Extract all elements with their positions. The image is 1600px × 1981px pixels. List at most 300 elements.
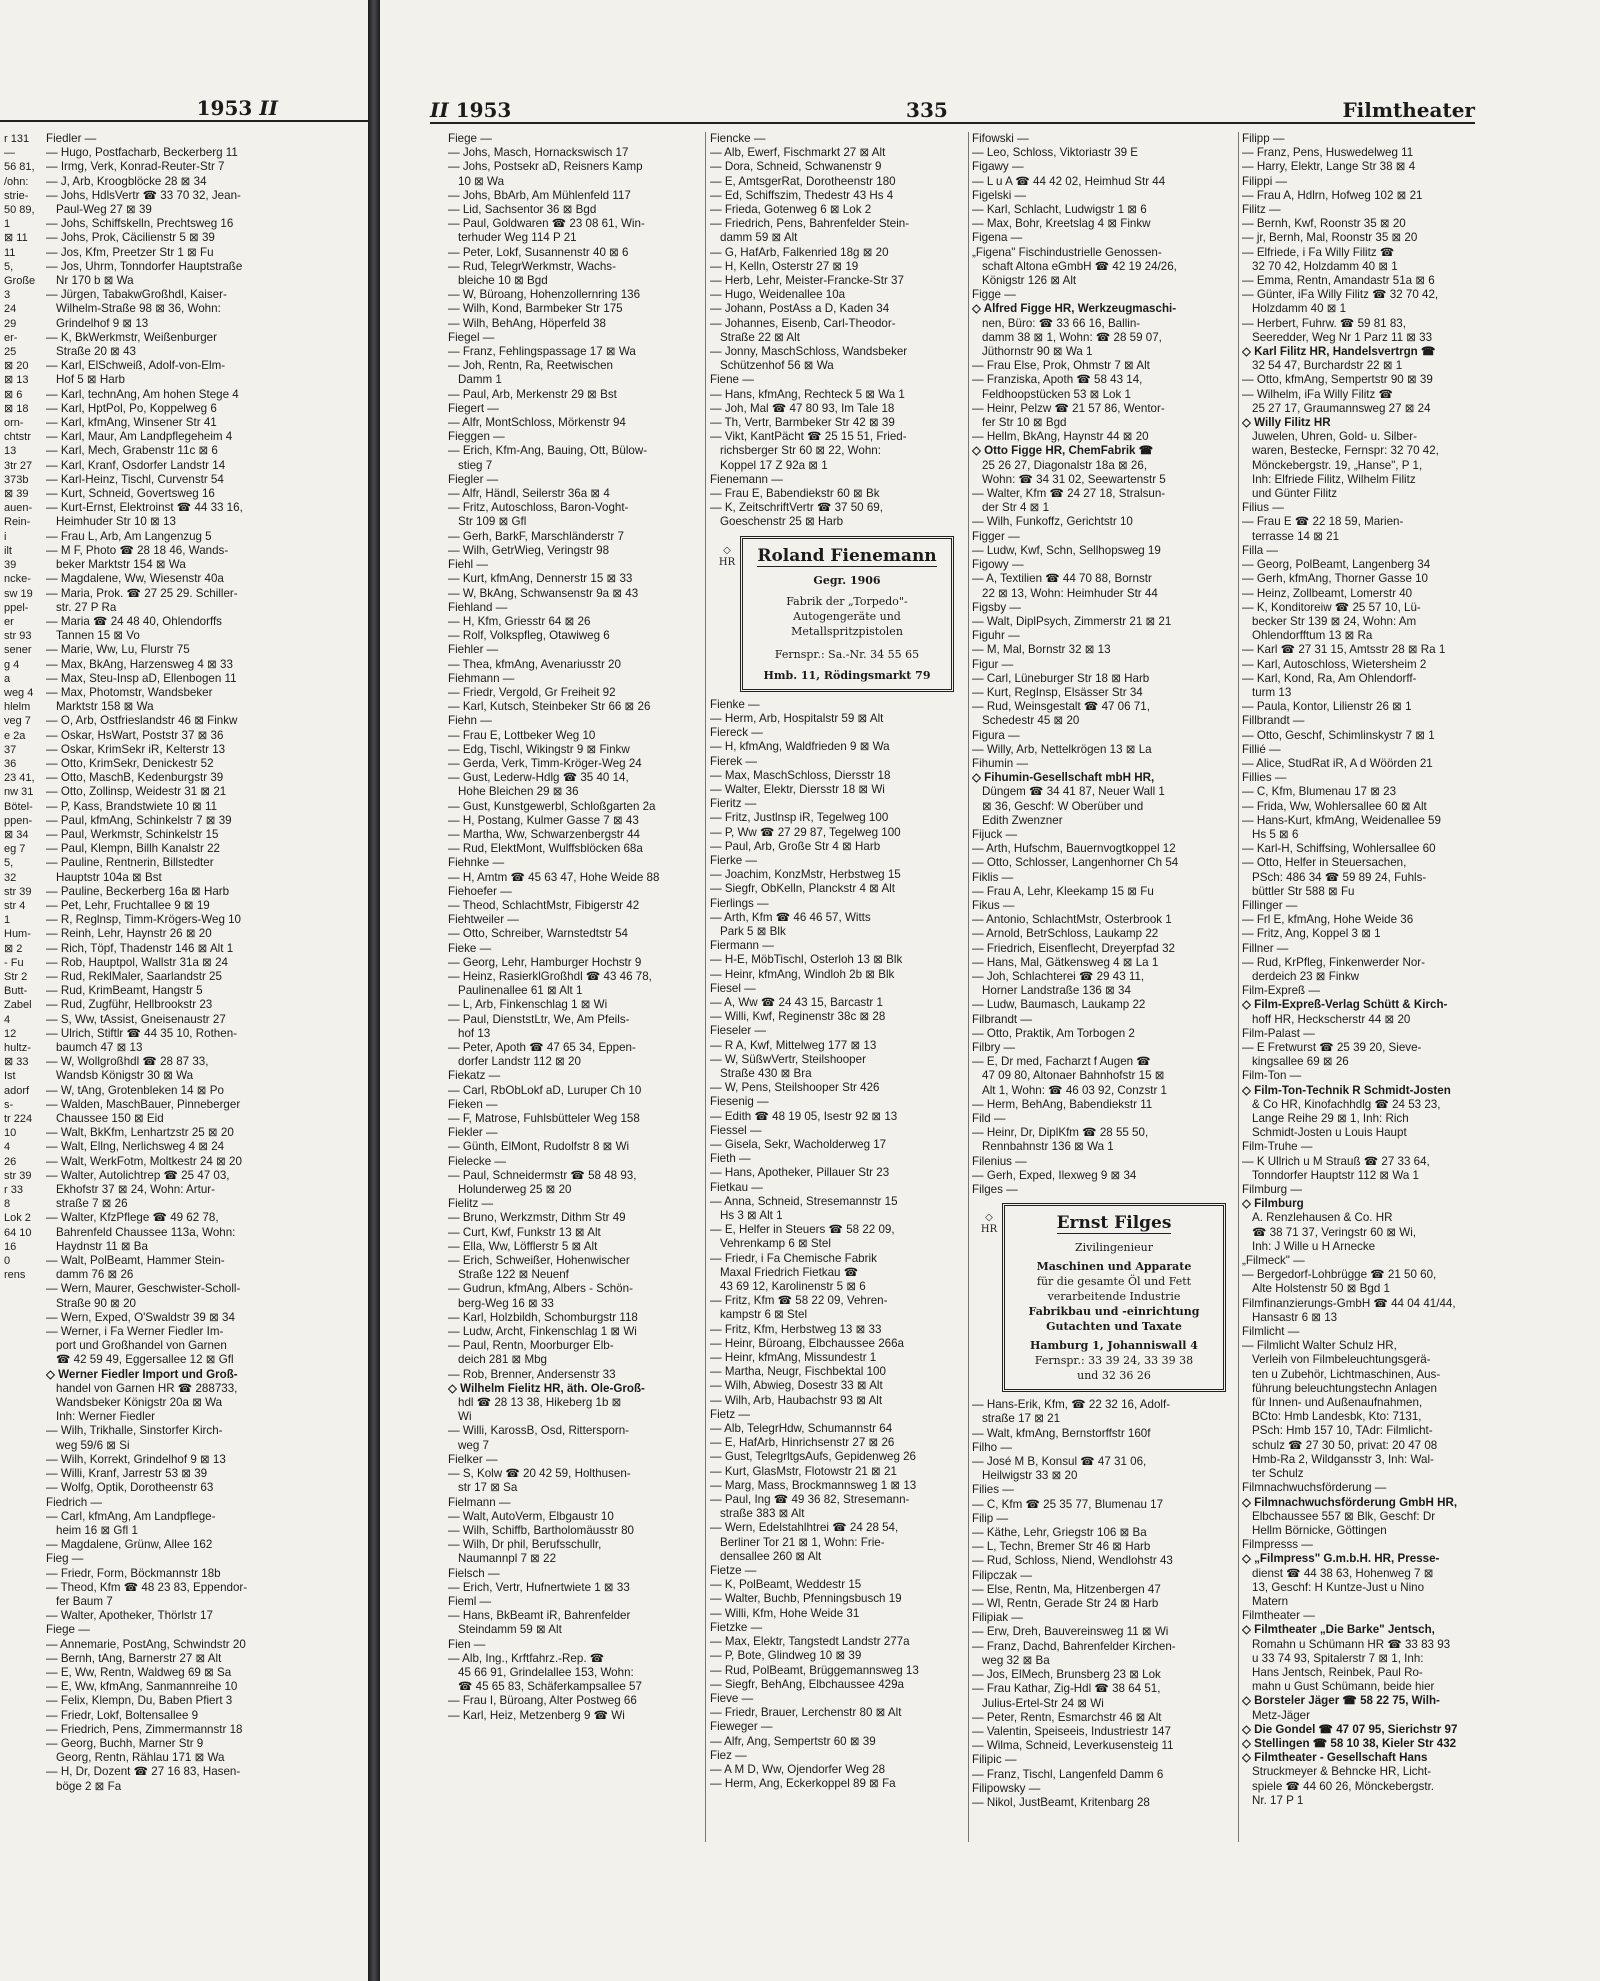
- directory-entry: — H, kfmAng, Waldfrieden 9 ⊠ Wa: [710, 740, 890, 754]
- directory-entry: — Emma, Rentn, Amandastr 51a ⊠ 6: [1242, 274, 1435, 288]
- directory-entry: — Rud, KrimBeamt, Hangstr 5: [46, 984, 203, 998]
- directory-entry: — G, HafArb, Falkenried 18g ⊠ 20: [710, 245, 889, 259]
- surname-heading: Fieve —: [710, 1691, 754, 1705]
- surname-heading: Filies —: [972, 1483, 1014, 1497]
- directory-entry: damm 59 ⊠ Alt: [720, 231, 798, 245]
- surname-heading: Fienemann —: [710, 472, 783, 486]
- surname-heading: nw 31: [4, 786, 34, 799]
- directory-entry: Goeschenstr 25 ⊠ Harb: [720, 515, 844, 529]
- surname-heading: Filipowsky —: [972, 1781, 1041, 1795]
- directory-entry: Str 109 ⊠ Gfl: [458, 515, 527, 529]
- directory-entry: — Willy, Arb, Nettelkrögen 13 ⊠ La: [972, 742, 1152, 756]
- directory-entry: Hs 5 ⊠ 6: [1252, 827, 1299, 841]
- directory-entry: ◇ Filmnachwuchsförderung GmbH HR,: [1242, 1495, 1458, 1509]
- surname-heading: Filla —: [1242, 543, 1279, 557]
- directory-entry: — Arth, Hufschm, Bauernvogtkoppel 12: [972, 842, 1176, 856]
- surname-heading: Fijuck —: [972, 827, 1018, 841]
- right-header-section: II: [430, 98, 449, 122]
- directory-entry: — Friedrich, Eisenflecht, Dreyerpfad 32: [972, 941, 1175, 955]
- surname-heading: 56 81,: [4, 161, 35, 174]
- directory-entry: waren, Bestecke, Fernspr: 32 70 42,: [1252, 444, 1439, 458]
- surname-heading: Fiesenig —: [710, 1095, 769, 1109]
- surname-heading: Fiehnke —: [448, 856, 505, 870]
- surname-heading: Fillies —: [1242, 771, 1287, 785]
- surname-heading: Fifowski —: [972, 132, 1029, 145]
- surname-heading: 36: [4, 757, 17, 770]
- directory-entry: damm 38 ⊠ 1, Wohn: ☎ 28 59 07,: [982, 330, 1162, 344]
- directory-entry: str 17 ⊠ Sa: [458, 1481, 518, 1495]
- directory-entry: — Karl, Mech, Grabenstr 11c ⊠ 6: [46, 444, 218, 458]
- directory-entry: — Peter, Lokf, Susannenstr 40 ⊠ 6: [448, 245, 629, 259]
- surname-heading: Fieml —: [448, 1594, 492, 1608]
- directory-entry: — Hans, kfmAng, Rechteck 5 ⊠ Wa 1: [710, 387, 905, 401]
- surname-heading: ⊠ 13: [4, 374, 29, 387]
- directory-entry: Straße 22 ⊠ Alt: [720, 330, 800, 344]
- directory-entry: heim 16 ⊠ Gfl 1: [56, 1523, 138, 1537]
- directory-entry: ◇ Stellingen ☎ 58 10 38, Kieler Str 432: [1242, 1736, 1457, 1750]
- directory-entry: Tannen 15 ⊠ Vo: [56, 629, 140, 643]
- directory-entry: — Otto, Geschf, Schimlinskystr 7 ⊠ 1: [1242, 728, 1435, 742]
- surname-heading: Butt-: [4, 985, 28, 998]
- directory-entry: — L, Arb, Finkenschlag 1 ⊠ Wi: [448, 998, 608, 1012]
- directory-entry: — Martha, Neugr, Fischbektal 100: [710, 1365, 886, 1379]
- surname-heading: Fiklis —: [972, 870, 1014, 884]
- surname-heading: Fiegler —: [448, 472, 499, 486]
- surname-heading: Fieg —: [46, 1552, 84, 1566]
- directory-entry: Hans Jentsch, Reinbek, Paul Ro-: [1252, 1665, 1423, 1679]
- directory-entry: Steindamm 59 ⊠ Alt: [458, 1623, 562, 1637]
- directory-entry: — Paul, Arb, Merkenstr 29 ⊠ Bst: [448, 387, 617, 401]
- ad-subtitle: Zivilingenieur: [1074, 1241, 1154, 1255]
- directory-entry: — Paul, DienststLtr, We, Am Pfeils-: [448, 1012, 630, 1026]
- surname-heading: 24: [4, 303, 17, 316]
- directory-entry: — Johs, Postsekr aD, Reisners Kamp: [448, 160, 643, 174]
- directory-entry: derdeich 23 ⊠ Finkw: [1252, 969, 1360, 983]
- directory-entry: — Antonio, SchlachtMstr, Osterbrook 1: [972, 913, 1172, 927]
- surname-heading: Filippi —: [1242, 174, 1288, 188]
- directory-entry: — Walt, PolBeamt, Hammer Stein-: [46, 1254, 225, 1268]
- surname-heading: 11: [4, 246, 16, 259]
- surname-heading: Film-Palast —: [1242, 1026, 1315, 1040]
- directory-entry: — Wilh, BehAng, Höperfeld 38: [448, 316, 606, 330]
- directory-entry: ten u Zubehör, Lichtmaschinen, Aus-: [1252, 1367, 1441, 1381]
- surname-heading: e 2a: [4, 729, 26, 742]
- directory-entry: ◇ Filmtheater „Die Barke" Jentsch,: [1242, 1623, 1435, 1637]
- directory-entry: — Rolf, Volkspfleg, Otawiweg 6: [448, 629, 610, 643]
- directory-entry: 10 ⊠ Wa: [458, 174, 505, 188]
- surname-heading: Figur —: [972, 657, 1014, 671]
- surname-heading: sw 19: [4, 587, 33, 600]
- surname-heading: str 39: [4, 1169, 32, 1182]
- directory-entry: — Paul, Goldwaren ☎ 23 08 61, Win-: [448, 217, 645, 231]
- directory-entry: — Friedr, i Fa Chemische Fabrik: [710, 1251, 877, 1265]
- surname-heading: 8: [4, 1198, 11, 1211]
- directory-entry: — Joh, Mal ☎ 47 80 93, Im Tale 18: [710, 401, 895, 415]
- directory-entry: — Otto, Schlosser, Langenhorner Ch 54: [972, 856, 1179, 870]
- directory-entry: — L, Techn, Bremer Str 46 ⊠ Harb: [972, 1540, 1151, 1554]
- surname-heading: Fiehtweiler —: [448, 913, 519, 927]
- directory-entry: 13, Geschf: H Kuntze-Just u Nino: [1252, 1580, 1425, 1594]
- directory-entry: — Wern, Maurer, Geschwister-Scholl-: [46, 1282, 241, 1296]
- surname-heading: Fiehler —: [448, 643, 499, 657]
- surname-heading: g 4: [4, 658, 20, 671]
- surname-heading: str 39: [4, 885, 32, 898]
- directory-entry: — Frau A, Hdlrn, Hofweg 102 ⊠ 21: [1242, 188, 1423, 202]
- directory-entry: ◇ Filmtheater - Gesellschaft Hans: [1242, 1751, 1428, 1765]
- directory-entry: — Joachim, KonzMstr, Herbstweg 15: [710, 868, 901, 882]
- left-page-header: [0, 94, 368, 122]
- surname-heading: ⊠ 39: [4, 488, 29, 501]
- directory-entry: — Ludw, Archt, Finkenschlag 1 ⊠ Wi: [448, 1325, 637, 1339]
- directory-entry: — Arnold, BetrSchloss, Laukamp 22: [972, 927, 1159, 941]
- directory-entry: — Wilhelm, iFa Willy Filitz ☎: [1242, 387, 1393, 401]
- surname-heading: Fierlings —: [710, 896, 769, 910]
- directory-entry: — Magdalene, Grünw, Allee 162: [46, 1538, 213, 1552]
- surname-heading: ncke-: [4, 573, 31, 586]
- directory-entry: Feldhoopstücken 53 ⊠ Lok 1: [982, 387, 1131, 401]
- directory-entry: — Anna, Schneid, Stresemannstr 15: [710, 1194, 898, 1208]
- ad-phone: Fernspr.: 33 39 24, 33 39 38: [1034, 1354, 1194, 1368]
- directory-entry: Paulinenallee 61 ⊠ Alt 1: [458, 984, 583, 998]
- surname-heading: Fiegel —: [448, 330, 495, 344]
- directory-entry: — Otto, kfmAng, Sempertstr 90 ⊠ 39: [1242, 373, 1433, 387]
- directory-entry: dienst ☎ 44 38 63, Hohenweg 7 ⊠: [1252, 1566, 1434, 1580]
- directory-entry: 25 27 17, Graumannsweg 27 ⊠ 24: [1252, 401, 1431, 415]
- directory-entry: — Frieda, Gotenweg 6 ⊠ Lok 2: [710, 203, 872, 217]
- directory-entry: ◇ Borsteler Jäger ☎ 58 22 75, Wilh-: [1242, 1694, 1440, 1708]
- directory-entry: — Heinz, RasierklGroßhdl ☎ 43 46 78,: [448, 969, 652, 983]
- directory-entry: — Walter, KfzPflege ☎ 49 62 78,: [46, 1211, 219, 1225]
- right-header-year: 1953: [455, 98, 512, 122]
- directory-entry: — Hugo, Weidenallee 10a: [710, 288, 846, 302]
- directory-entry: Straße 122 ⊠ Neuenf: [458, 1268, 569, 1282]
- directory-entry: — Willi, Kwf, Reginenstr 38c ⊠ 28: [710, 1010, 886, 1024]
- directory-entry: Straße 90 ⊠ 20: [56, 1296, 136, 1310]
- directory-entry: schaft Altona eGmbH ☎ 42 19 24/26,: [982, 259, 1177, 273]
- directory-entry: 45 66 91, Grindelallee 153, Wohn:: [458, 1665, 634, 1679]
- directory-entry: — Elfriede, i Fa Willy Filitz ☎: [1242, 245, 1395, 259]
- directory-entry: ◇ Wilhelm Fielitz HR, äth. Ole-Groß-: [448, 1381, 645, 1395]
- surname-heading: Große: [4, 275, 36, 288]
- directory-entry: ◇ Karl Filitz HR, Handelsvertrgn ☎: [1242, 345, 1436, 359]
- surname-heading: Hum-: [4, 928, 31, 941]
- directory-entry: Alt 1, Wohn: ☎ 46 03 92, Conzstr 1: [982, 1083, 1168, 1097]
- surname-heading: Fietz —: [710, 1407, 750, 1421]
- surname-heading: Fiene —: [710, 373, 754, 387]
- surname-heading: 0: [4, 1255, 11, 1268]
- directory-entry: Nr. 17 P 1: [1252, 1793, 1304, 1807]
- directory-entry: — Felix, Klempn, Du, Baben Pfiert 3: [46, 1694, 233, 1708]
- directory-entry: — Gerda, Verk, Timm-Kröger-Weg 24: [448, 756, 642, 770]
- ad-line: Fabrik der „Torpedo"-: [786, 594, 908, 608]
- surname-heading: Fietzke —: [710, 1620, 763, 1634]
- surname-heading: 32: [4, 871, 17, 884]
- directory-entry: — Otto, Schreiber, Warnstedtstr 54: [448, 927, 628, 941]
- directory-entry: — Alfr, Händl, Seilerstr 36a ⊠ 4: [448, 487, 610, 501]
- directory-entry: — H, Dr, Dozent ☎ 27 16 83, Hasen-: [46, 1765, 241, 1779]
- directory-entry: — Herm, Arb, Hospitalstr 59 ⊠ Alt: [710, 711, 884, 725]
- directory-entry: Horner Landstraße 136 ⊠ 34: [982, 984, 1131, 998]
- directory-entry: — Erich, Schweißer, Hohenwischer: [448, 1254, 630, 1268]
- directory-entry: — J, Arb, Kroogblöcke 28 ⊠ 34: [46, 174, 207, 188]
- directory-entry: — Karl, Maur, Am Landpflegeheim 4: [46, 430, 233, 444]
- surname-heading: 1: [4, 218, 11, 231]
- left-page-fragments: [4, 132, 42, 1282]
- directory-entry: — Franz, Tischl, Langenfeld Damm 6: [972, 1767, 1164, 1781]
- directory-entry: — E, Helfer in Steuers ☎ 58 22 09,: [710, 1223, 895, 1237]
- surname-heading: Figawy —: [972, 160, 1024, 174]
- directory-entry: — Fritz, Justlnsp iR, Tegelweg 100: [710, 811, 889, 825]
- directory-entry: — Herbert, Fuhrw. ☎ 59 81 83,: [1242, 316, 1406, 330]
- surname-heading: Filmtheater —: [1242, 1609, 1315, 1623]
- ad-phone: Fernspr.: Sa.-Nr. 34 55 65: [774, 647, 920, 661]
- directory-entry: — Fritz, Kfm, Herbstweg 13 ⊠ 33: [710, 1322, 882, 1336]
- directory-entry: ◇ Film-Ton-Technik R Schmidt-Josten: [1242, 1083, 1451, 1097]
- directory-entry: Seeredder, Weg Nr 1 Parz 11 ⊠ 33: [1252, 330, 1433, 344]
- directory-entry: — H, Postang, Kulmer Gasse 7 ⊠ 43: [448, 813, 639, 827]
- directory-entry: — Werner, i Fa Werner Fiedler Im-: [46, 1325, 224, 1339]
- directory-entry: — Karl, Autoschloss, Wietersheim 2: [1242, 657, 1427, 671]
- surname-heading: Bötel-: [4, 800, 33, 813]
- directory-entry: — Maria ☎ 24 48 40, Ohlendorffs: [46, 614, 222, 628]
- surname-heading: Filipiak —: [972, 1611, 1023, 1625]
- ad-address: Hmb. 11, Rödingsmarkt 79: [763, 668, 931, 682]
- directory-column-3: [710, 132, 962, 1791]
- ad-company-name: Roland Fienemann: [757, 545, 937, 566]
- directory-entry: — Karl, ElSchweiß, Adolf-von-Elm-: [46, 359, 226, 373]
- directory-entry: Mönckebergstr. 19, „Hanse", P 1,: [1252, 458, 1423, 472]
- directory-entry: — Hellm, BkAng, Haynstr 44 ⊠ 20: [972, 430, 1149, 444]
- ad-line: Autogengeräte und: [793, 609, 901, 623]
- directory-entry: — Bernh, tAng, Barnerstr 27 ⊠ Alt: [46, 1651, 222, 1665]
- directory-entry: — Wilma, Schneid, Leverkusensteig 11: [972, 1739, 1174, 1753]
- directory-entry: Paul-Weg 27 ⊠ 39: [56, 203, 152, 217]
- directory-entry: — Johs, Prok, Cäcilienstr 5 ⊠ 39: [46, 231, 215, 245]
- surname-heading: Fiege —: [448, 132, 492, 145]
- directory-entry: — E, Ww, kfmAng, Sanmannreihe 10: [46, 1680, 238, 1694]
- directory-entry: fer Baum 7: [56, 1594, 113, 1608]
- directory-entry: richsberger Str 60 ⊠ 22, Wohn:: [720, 444, 881, 458]
- directory-entry: — P, Kass, Brandstwiete 10 ⊠ 11: [46, 799, 218, 813]
- surname-heading: ⊠ 20: [4, 360, 29, 373]
- surname-heading: tr 224: [4, 1113, 33, 1126]
- directory-entry: Hs 3 ⊠ Alt 1: [720, 1209, 783, 1222]
- directory-entry: — Pauline, Rentnerin, Billstedter: [46, 856, 214, 870]
- directory-entry: fer Str 10 ⊠ Bgd: [982, 416, 1067, 430]
- directory-entry: — Ella, Ww, Löfflerstr 5 ⊠ Alt: [448, 1239, 598, 1253]
- directory-entry: böge 2 ⊠ Fa: [56, 1779, 122, 1793]
- directory-entry: — Walter, Autolichtrep ☎ 25 47 03,: [46, 1168, 230, 1182]
- directory-entry: Romahn u Schümann HR ☎ 33 83 93: [1252, 1637, 1451, 1651]
- surname-heading: Fiege —: [46, 1623, 90, 1637]
- directory-entry: — Gerh, BarkF, Marschländerstr 7: [448, 529, 624, 543]
- directory-entry: kingsallee 69 ⊠ 26: [1252, 1055, 1349, 1069]
- directory-entry: — Else, Rentn, Ma, Hitzenbergen 47: [972, 1582, 1161, 1596]
- directory-entry: Hohe Bleichen 29 ⊠ 36: [458, 785, 579, 799]
- surname-heading: 16: [4, 1240, 17, 1253]
- surname-heading: ⊠ 11: [4, 232, 28, 245]
- surname-heading: Figger —: [972, 529, 1020, 543]
- surname-heading: ⊠ 6: [4, 388, 23, 401]
- directory-entry: — Alb, Ing., Krftfahrz.-Rep. ☎: [448, 1651, 605, 1665]
- directory-entry: — Wilh, Schiffb, Bartholomäusstr 80: [448, 1523, 635, 1537]
- ad-line: Fabrikbau und -einrichtung: [1028, 1305, 1200, 1319]
- directory-entry: 32 54 47, Burchardstr 22 ⊠ 1: [1252, 359, 1403, 373]
- ad-line: Maschinen und Apparate: [1036, 1260, 1192, 1274]
- directory-entry: — Max, BkAng, Harzensweg 4 ⊠ 33: [46, 657, 233, 671]
- directory-entry: — Alfr, MontSchloss, Mörkenstr 94: [448, 416, 626, 430]
- directory-entry: — Rob, Hauptpol, Wallstr 31a ⊠ 24: [46, 955, 228, 969]
- directory-entry: — Frau A, Lehr, Kleekamp 15 ⊠ Fu: [972, 884, 1154, 898]
- surname-heading: Fieggen —: [448, 430, 505, 444]
- surname-heading: Fiekler —: [448, 1126, 498, 1140]
- surname-heading: Fillié —: [1242, 742, 1281, 756]
- ad-line: verarbeitende Industrie: [1047, 1290, 1181, 1304]
- directory-entry: — Frau E ☎ 22 18 59, Marien-: [1242, 515, 1404, 529]
- surname-heading: str 4: [4, 899, 26, 912]
- surname-heading: Filipczak —: [972, 1568, 1032, 1582]
- surname-heading: 373b: [4, 473, 29, 486]
- directory-entry: — Walter, Apotheker, Thörlstr 17: [46, 1609, 213, 1623]
- directory-entry: — Hans, Apotheker, Pillauer Str 23: [710, 1166, 890, 1180]
- directory-entry: Wi: [458, 1410, 472, 1424]
- directory-entry: — Otto, Helfer in Steuersachen,: [1242, 856, 1407, 870]
- directory-entry: Schmidt-Josten u Louis Haupt: [1252, 1126, 1407, 1140]
- directory-entry: — Frau E, Lottbeker Weg 10: [448, 728, 596, 742]
- directory-entry: — Johannes, Eisenb, Carl-Theodor-: [710, 316, 896, 330]
- surname-heading: Ist: [4, 1070, 16, 1083]
- directory-column-1: [46, 132, 304, 1794]
- surname-heading: 3tr 27: [4, 459, 33, 472]
- directory-entry: — Wilh, Kond, Barmbeker Str 175: [448, 302, 623, 316]
- directory-entry: — Carl, RbObLokf aD, Luruper Ch 10: [448, 1083, 642, 1097]
- directory-entry: — W, tAng, Grotenbleken 14 ⊠ Po: [46, 1083, 224, 1097]
- surname-heading: Figowy —: [972, 558, 1024, 572]
- surname-heading: Fiermann —: [710, 939, 774, 953]
- directory-entry: — E Fretwurst ☎ 25 39 20, Sieve-: [1242, 1041, 1422, 1054]
- directory-entry: — Kurt, GlasMstr, Flotowstr 21 ⊠ 21: [710, 1464, 897, 1478]
- directory-entry: — Rud, ReklMaler, Saarlandstr 25: [46, 969, 222, 983]
- directory-entry: — Karl-Heinz, Tischl, Curvenstr 54: [46, 472, 224, 486]
- directory-entry: — Karl-H, Schiffsing, Wohlersallee 60: [1242, 842, 1436, 856]
- surname-heading: 37: [4, 743, 17, 756]
- surname-heading: 13: [4, 445, 17, 458]
- directory-entry: Marktstr 158 ⊠ Wa: [56, 700, 154, 714]
- directory-entry: ◇ Otto Figge HR, ChemFabrik ☎: [972, 444, 1154, 458]
- directory-entry: — Karl, Holzbildh, Schomburgstr 118: [448, 1310, 638, 1324]
- directory-entry: — Paul, Rentn, Moorburger Elb-: [448, 1339, 614, 1353]
- directory-entry: — Heinr, Büroang, Elbchaussee 266a: [710, 1336, 904, 1350]
- directory-entry: — Hans-Kurt, kfmAng, Weidenallee 59: [1242, 813, 1441, 827]
- directory-entry: büttler Str 588 ⊠ Fu: [1252, 884, 1355, 898]
- surname-heading: er: [4, 615, 14, 628]
- surname-heading: ilt: [4, 544, 12, 557]
- directory-entry: — Erw, Dreh, Bauvereinsweg 11 ⊠ Wi: [972, 1625, 1169, 1639]
- directory-entry: — E, Ww, Rentn, Waldweg 69 ⊠ Sa: [46, 1665, 232, 1679]
- directory-entry: Inh: Werner Fiedler: [56, 1410, 156, 1424]
- directory-entry: Schützenhof 56 ⊠ Wa: [720, 359, 834, 373]
- directory-entry: — H, Kfm, Griesstr 64 ⊠ 26: [448, 614, 591, 628]
- directory-entry: und Günter Filitz: [1252, 487, 1338, 501]
- surname-heading: Filho —: [972, 1440, 1012, 1454]
- surname-heading: Fierek —: [710, 754, 758, 768]
- directory-entry: weg 32 ⊠ Ba: [982, 1653, 1050, 1667]
- directory-entry: — Max, Elektr, Tangstedt Landstr 277a: [710, 1635, 910, 1649]
- surname-heading: Fielitz —: [448, 1197, 494, 1211]
- directory-entry: — Wilh, Funkoffz, Gerichtstr 10: [972, 515, 1133, 529]
- directory-entry: — Alfr, Ang, Sempertstr 60 ⊠ 39: [710, 1734, 876, 1748]
- directory-entry: — Karl, Schlacht, Ludwigstr 1 ⊠ 6: [972, 203, 1147, 217]
- directory-entry: A. Renzlehausen & Co. HR: [1252, 1211, 1393, 1225]
- surname-heading: Fielker —: [448, 1452, 498, 1466]
- ad-founded: Gegr. 1906: [813, 573, 881, 587]
- directory-entry: — Rud, KrPfleg, Finkenwerder Nor-: [1242, 955, 1425, 969]
- directory-entry: ☎ 38 71 37, Veringstr 60 ⊠ Wi,: [1252, 1225, 1416, 1239]
- directory-entry: — Bernh, Kwf, Roonstr 35 ⊠ 20: [1242, 217, 1406, 231]
- directory-entry: — Arth, Kfm ☎ 46 46 57, Witts: [710, 910, 871, 924]
- directory-entry: 43 69 12, Karolinenstr 5 ⊠ 6: [720, 1280, 866, 1294]
- directory-entry: ◇ Willy Filitz HR: [1242, 416, 1331, 430]
- surname-heading: ⊠ 2: [4, 942, 23, 955]
- directory-entry: — Georg, Buchh, Marner Str 9: [46, 1736, 204, 1750]
- surname-heading: /ohn:: [4, 175, 29, 188]
- directory-entry: — Valentin, Speiseeis, Industriestr 147: [972, 1724, 1171, 1738]
- directory-entry: — Wilh, Abwieg, Dosestr 33 ⊠ Alt: [710, 1379, 883, 1393]
- surname-heading: ppel-: [4, 601, 29, 614]
- directory-entry: — Max, Bohr, Kreetslag 4 ⊠ Finkw: [972, 217, 1151, 231]
- surname-heading: Figge —: [972, 288, 1016, 302]
- surname-heading: Filbry —: [972, 1041, 1016, 1054]
- directory-entry: — K Ullrich u M Strauß ☎ 27 33 64,: [1242, 1154, 1430, 1168]
- directory-entry: — Ulrich, Stiftlr ☎ 44 35 10, Rothen-: [46, 1026, 237, 1040]
- surname-heading: Film-Truhe —: [1242, 1140, 1313, 1154]
- surname-heading: Fieweger —: [710, 1720, 773, 1734]
- directory-entry: Straße 430 ⊠ Bra: [720, 1066, 812, 1080]
- directory-entry: ◇ Filmburg: [1242, 1197, 1304, 1211]
- directory-entry: — Walt, BkKfm, Lenhartzstr 25 ⊠ 20: [46, 1126, 234, 1140]
- directory-entry: — Max, MaschSchloss, Diersstr 18: [710, 768, 891, 782]
- surname-heading: Figsby —: [972, 600, 1021, 614]
- directory-entry: 47 09 80, Altonaer Bahnhofstr 15 ⊠: [982, 1069, 1165, 1083]
- directory-entry: Nr 170 b ⊠ Wa: [56, 274, 134, 288]
- directory-entry: Damm 1: [458, 373, 502, 387]
- directory-entry: — W, Pens, Steilshooper Str 426: [710, 1081, 880, 1095]
- directory-entry: — Alice, StudRat iR, A d Wöörden 21: [1242, 756, 1433, 770]
- directory-entry: — Lid, Sachsentor 36 ⊠ Bgd: [448, 203, 597, 217]
- directory-entry: ◇ Film-Expreß-Verlag Schütt & Kirch-: [1242, 998, 1448, 1012]
- directory-entry: — Rud, Zugführ, Hellbrookstr 23: [46, 998, 213, 1012]
- directory-entry: — Maria, Prok. ☎ 27 25 29. Schiller-: [46, 586, 238, 600]
- directory-entry: — Walter, Kfm ☎ 24 27 18, Stralsun-: [972, 487, 1166, 501]
- directory-entry: weg 59/6 ⊠ Si: [56, 1438, 130, 1452]
- directory-entry: — Reinh, Lehr, Haynstr 26 ⊠ 20: [46, 927, 212, 941]
- directory-entry: — Erich, Vertr, Hufnertwiete 1 ⊠ 33: [448, 1580, 630, 1594]
- directory-entry: — Gust, Lederw-Hdlg ☎ 35 40 14,: [448, 771, 629, 785]
- directory-entry: — Heinz, Zollbeamt, Lomerstr 40: [1242, 586, 1413, 600]
- surname-heading: Filbrandt —: [972, 1012, 1032, 1026]
- directory-entry: terhuder Weg 114 P 21: [458, 231, 577, 245]
- directory-entry: — Friedr, Vergold, Gr Freiheit 92: [448, 685, 616, 699]
- directory-entry: weg 7: [458, 1438, 489, 1452]
- page-number: 335: [906, 98, 948, 122]
- directory-entry: Hansastr 6 ⊠ 13: [1252, 1310, 1338, 1324]
- directory-entry: straße 383 ⊠ Alt: [720, 1507, 805, 1521]
- directory-entry: — Frau Kathar, Zig-Hdl ☎ 38 64 51,: [972, 1682, 1161, 1696]
- directory-entry: — Walter, Elektr, Diersstr 18 ⊠ Wi: [710, 782, 885, 796]
- surname-heading: „Filmeck" —: [1242, 1254, 1305, 1268]
- directory-entry: 32 70 42, Holzdamm 40 ⊠ 1: [1252, 259, 1398, 273]
- directory-entry: — Friedr, Brauer, Lerchenstr 80 ⊠ Alt: [710, 1706, 902, 1720]
